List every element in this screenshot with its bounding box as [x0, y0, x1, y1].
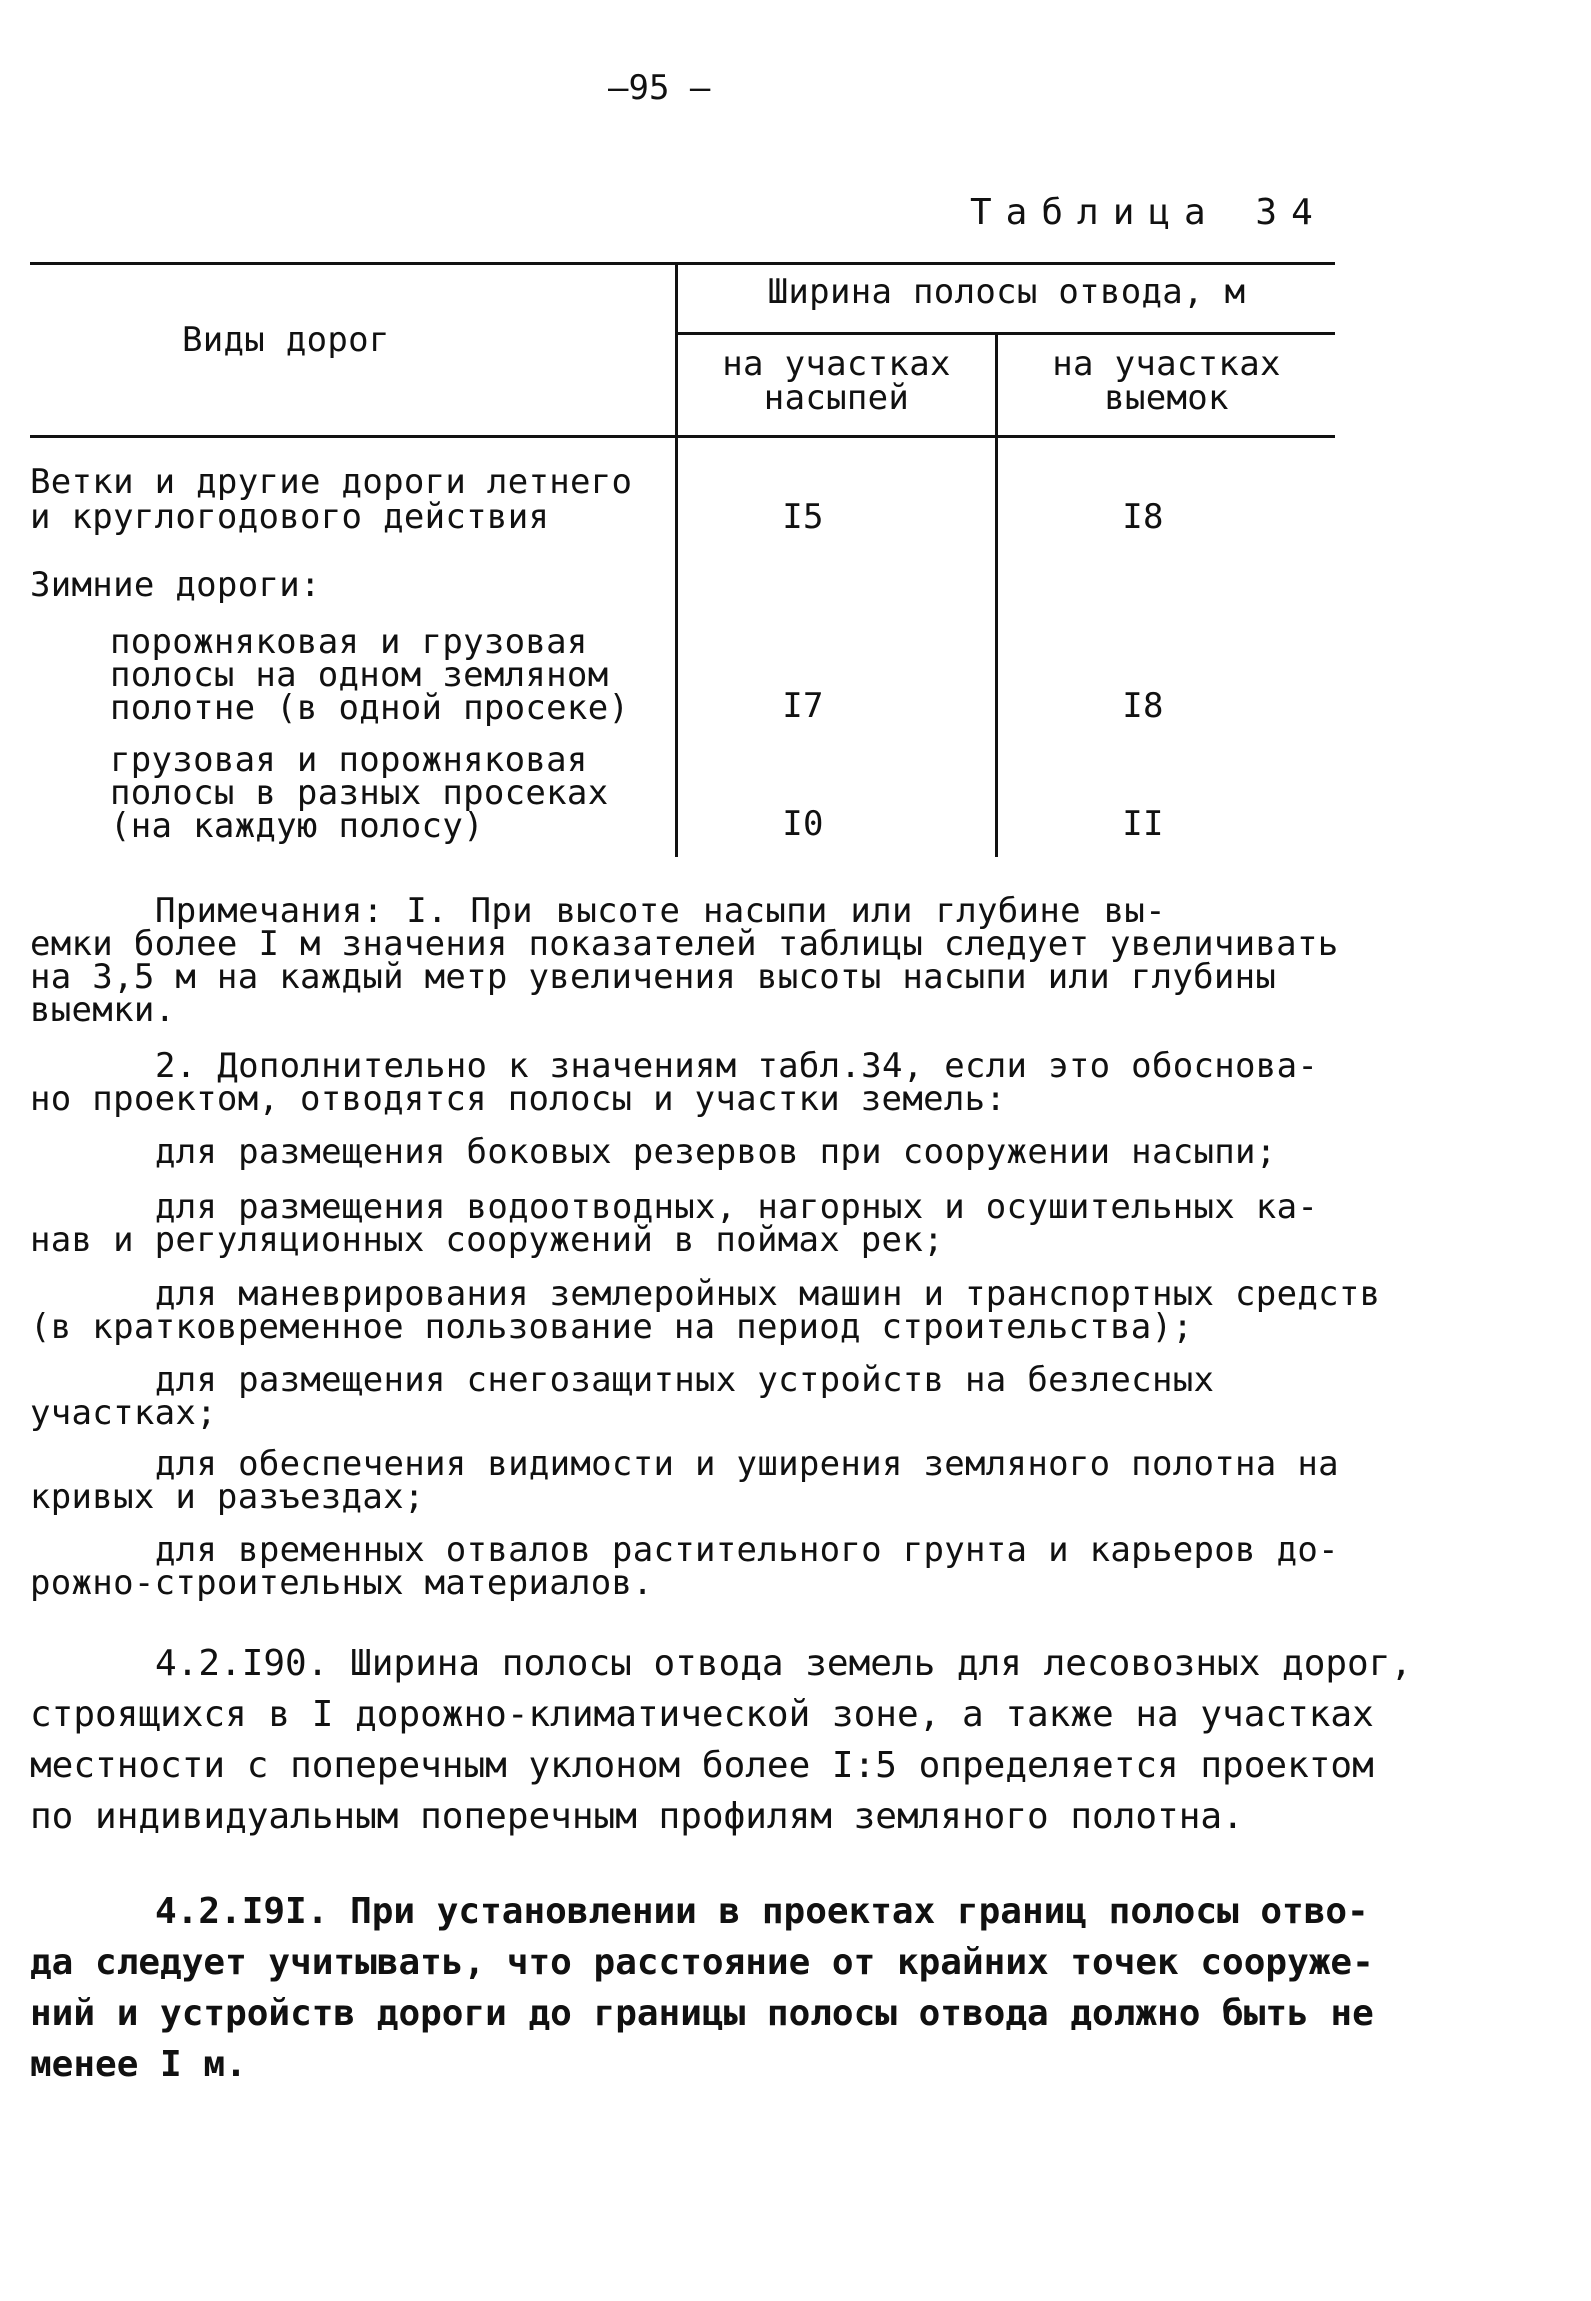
note1-line2: емки более I м значения показателей таблицы следует увеличивать — [30, 924, 1339, 964]
header-road-types: Виды дорог — [182, 320, 390, 360]
page-number: —95 — — [608, 68, 711, 108]
table-title: Таблица 34 — [970, 192, 1327, 233]
note1-line4: выемки. — [30, 990, 176, 1030]
s190-line3: местности с поперечным уклоном более I:5 определяется проектом — [30, 1745, 1374, 1786]
s190-line1: 4.2.I90. Ширина полосы отвода земель для лесовозных дорог, — [155, 1643, 1413, 1684]
row3-value-cutting: II — [1122, 804, 1164, 844]
row3-value-embankment: I0 — [782, 804, 824, 844]
bullet4-line1: для размещения снегозащитных устройств на безлесных — [155, 1360, 1215, 1400]
row2-label-l3: полотне (в одной просеке) — [110, 688, 630, 728]
s191-line3: ний и устройств дороги до границы полосы отвода должно быть не — [30, 1993, 1374, 2034]
row2-label-l2: полосы на одном земляном — [110, 655, 609, 695]
row2-label-l1: порожняковая и грузовая — [110, 622, 588, 662]
row2-value-embankment: I7 — [782, 686, 824, 726]
row3-label-l1: грузовая и порожняковая — [110, 740, 588, 780]
row1-value-embankment: I5 — [782, 497, 824, 537]
table-sub-rule — [675, 332, 1335, 335]
row3-label-l2: полосы в разных просеках — [110, 773, 609, 813]
bullet3-line2: (в кратковременное пользование на период строительства); — [30, 1307, 1194, 1347]
bullet3-line1: для маневрирования землеройных машин и транспортных средств — [155, 1274, 1381, 1314]
bullet6-line1: для временных отвалов растительного грунта и карьеров до- — [155, 1530, 1339, 1570]
s191-line4: менее I м. — [30, 2044, 247, 2085]
bullet5-line2: кривых и разъездах; — [30, 1477, 425, 1517]
bullet6-line2: рожно-строительных материалов. — [30, 1563, 654, 1603]
row1-label-l2: и круглогодового действия — [30, 497, 550, 537]
note1-line3: на 3,5 м на каждый метр увеличения высоты насыпи или глубины — [30, 957, 1277, 997]
note2-line1: 2. Дополнительно к значениям табл.34, если это обоснова- — [155, 1046, 1319, 1086]
note2-line2: но проектом, отводятся полосы и участки земель: — [30, 1079, 1007, 1119]
header-cuttings-l2: выемок — [1104, 378, 1229, 418]
bullet4-line2: участках; — [30, 1393, 217, 1433]
header-embankments-l2: насыпей — [763, 378, 910, 418]
bullet2-line2: нав и регуляционных сооружений в поймах рек; — [30, 1220, 944, 1260]
s191-line2: да следует учитывать, что расстояние от крайних точек сооруже- — [30, 1942, 1374, 1983]
bullet1-line1: для размещения боковых резервов при сооружении насыпи; — [155, 1132, 1277, 1172]
row1-label-l1: Ветки и другие дороги летнего — [30, 462, 633, 502]
bullet2-line1: для размещения водоотводных, нагорных и осушительных ка- — [155, 1187, 1319, 1227]
header-cuttings-l1: на участках — [1052, 344, 1281, 384]
s190-line2: строящихся в I дорожно-климатической зоне, а также на участках — [30, 1694, 1374, 1735]
row2-value-cutting: I8 — [1122, 686, 1164, 726]
note1-line1: Примечания: I. При высоте насыпи или глубине вы- — [155, 891, 1166, 931]
s191-line1: 4.2.I9I. При установлении в проектах границ полосы отво- — [155, 1891, 1369, 1932]
table-header-rule — [30, 435, 1335, 438]
group-winter-roads: Зимние дороги: — [30, 565, 321, 605]
bullet5-line1: для обеспечения видимости и уширения земляного полотна на — [155, 1444, 1339, 1484]
row3-label-l3: (на каждую полосу) — [110, 806, 484, 846]
table-top-rule — [30, 262, 1335, 265]
header-width-span: Ширина полосы отвода, м — [767, 272, 1246, 312]
s190-line4: по индивидуальным поперечным профилям земляного полотна. — [30, 1796, 1244, 1837]
header-embankments-l1: на участках — [722, 344, 951, 384]
row1-value-cutting: I8 — [1122, 497, 1164, 537]
